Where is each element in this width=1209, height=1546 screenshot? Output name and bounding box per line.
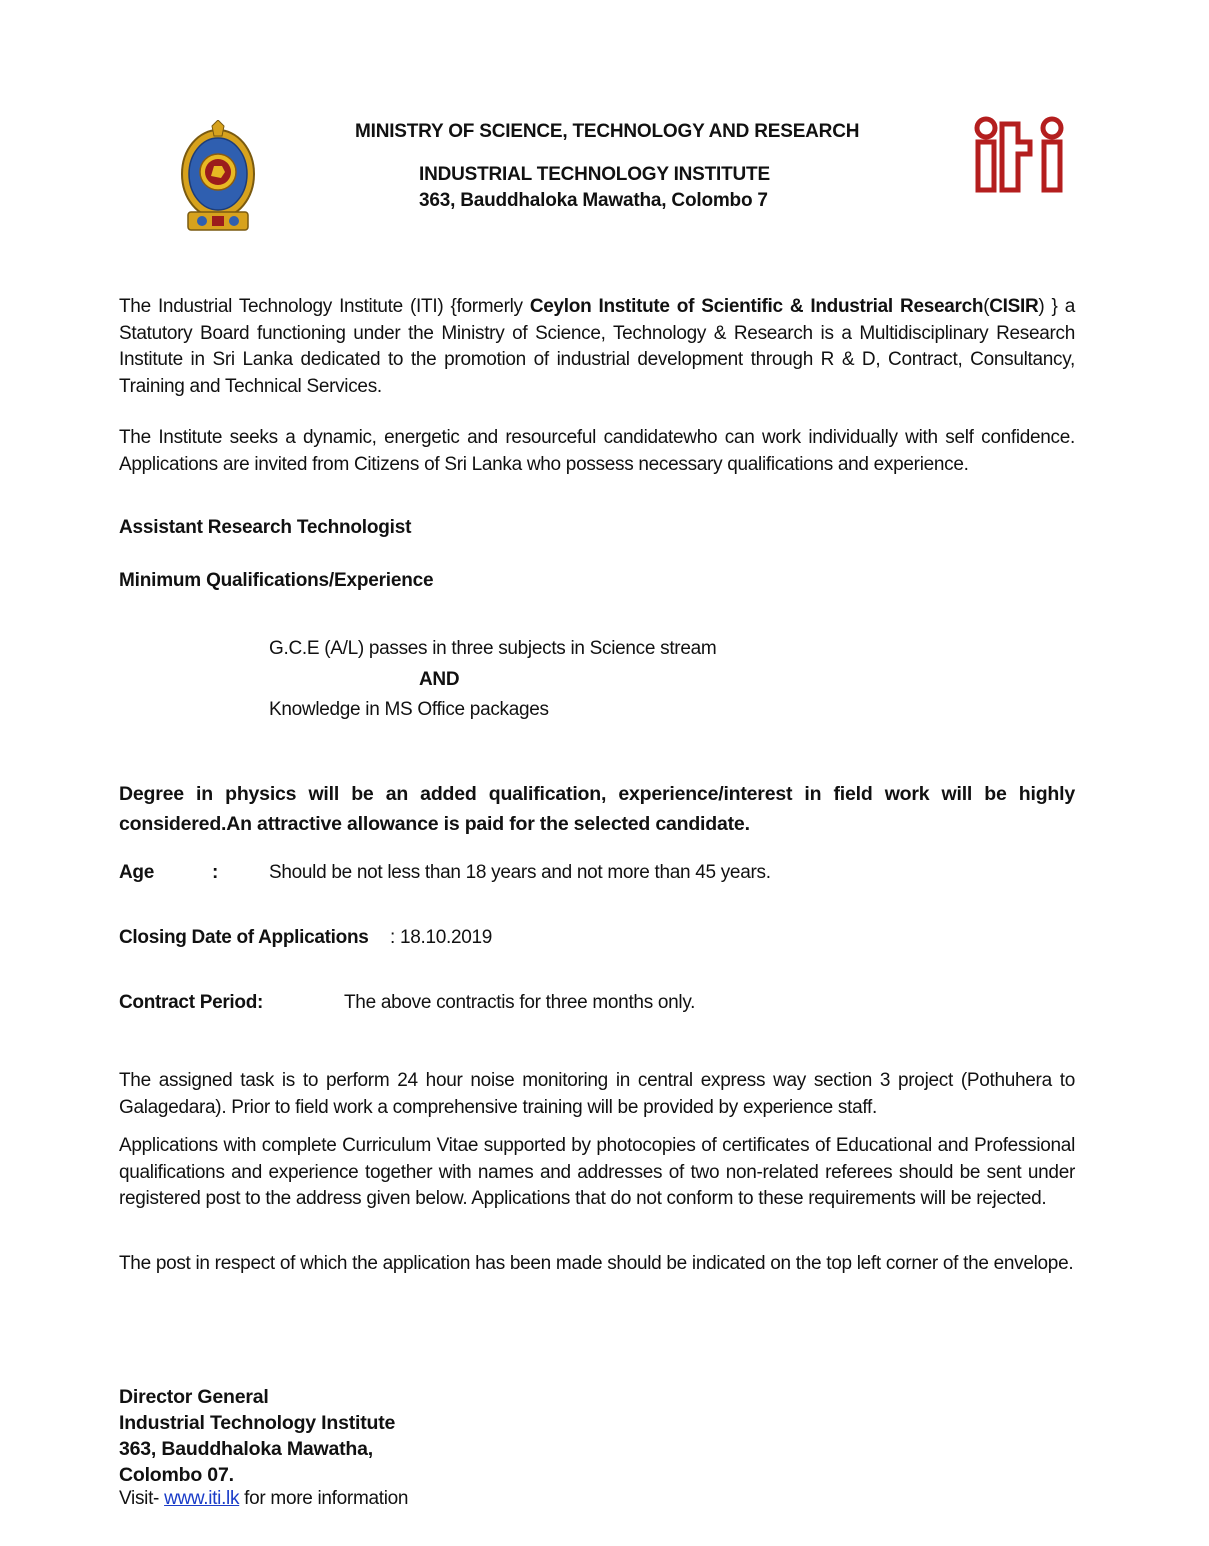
age-value: Should be not less than 18 years and not more than 45 years.: [269, 862, 771, 883]
post-title: Assistant Research Technologist: [119, 517, 412, 538]
min-qualifications-heading: Minimum Qualifications/Experience: [119, 570, 434, 591]
age-colon: :: [212, 862, 219, 883]
closing-date-label: Closing Date of Applications: [119, 927, 369, 948]
institute-address: 363, Bauddhaloka Mawatha, Colombo 7: [419, 190, 768, 211]
signature-line: Colombo 07.: [119, 1464, 234, 1486]
institute-title: INDUSTRIAL TECHNOLOGY INSTITUTE: [419, 164, 770, 185]
signature-line: 363, Bauddhaloka Mawatha,: [119, 1438, 373, 1460]
website-link[interactable]: www.iti.lk: [164, 1488, 240, 1509]
degree-note: Degree in physics will be an added qualification, experience/interest in field work will be highly considered.An attractive allowance is paid for the selected candidate.: [119, 783, 1075, 835]
seeks-paragraph: The Institute seeks a dynamic, energetic and resourceful candidatewho can work individually with self confidence. Applications are invited from Citizens of Sri Lanka who possess necessary qualifications and experience.: [119, 427, 1075, 475]
ministry-title: MINISTRY OF SCIENCE, TECHNOLOGY AND RESEARCH: [355, 121, 860, 142]
intro-paragraph: The Industrial Technology Institute (ITI) {formerly Ceylon Institute of Scientific & Industrial Research(CISIR) } a Statutory Board functioning under the Ministry of Science, Technology & Research is a Multidisciplinary Research Institute in Sri Lanka dedicated to the promotion of industrial development through R & D, Contract, Consultancy, Training and Technical Services.: [119, 296, 1075, 397]
applications-paragraph: Applications with complete Curriculum Vitae supported by photocopies of certificates of Educational and Professional qualifications and experience together with names and addresses of two non-related referees should be sent under registered post to the address given below. Applications that do not conform to these requirements will be rejected.: [119, 1135, 1075, 1209]
signature-block: [119, 1384, 395, 1488]
qualification-and: AND: [419, 669, 460, 690]
signature-line: Industrial Technology Institute: [119, 1412, 396, 1434]
contract-period-label: Contract Period:: [119, 992, 264, 1013]
iti-logo: [972, 114, 1068, 194]
post-note-paragraph: The post in respect of which the application has been made should be indicated on the top left corner of the envelope.: [119, 1253, 1074, 1274]
age-label: Age: [119, 862, 154, 883]
signature-line: Director General: [119, 1386, 269, 1408]
task-paragraph: The assigned task is to perform 24 hour noise monitoring in central express way section 3 project (Pothuhera to Galagedara). Prior to field work a comprehensive training will be provided by experience staff.: [119, 1070, 1075, 1118]
closing-date-value: : 18.10.2019: [390, 927, 493, 948]
visit-line: Visit- www.iti.lk for more information: [119, 1488, 409, 1509]
sri-lanka-emblem-icon: [178, 120, 258, 236]
qualification-item: G.C.E (A/L) passes in three subjects in Science stream: [269, 638, 717, 659]
qualification-item: Knowledge in MS Office packages: [269, 699, 549, 720]
contract-period-value: The above contractis for three months only.: [344, 992, 696, 1013]
